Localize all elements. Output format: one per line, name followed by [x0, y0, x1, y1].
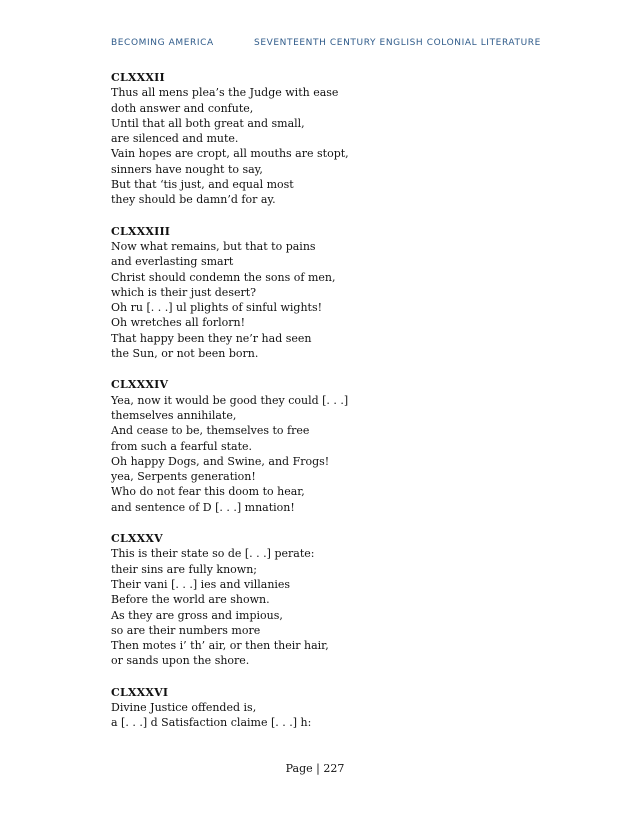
page-number: 227 — [323, 762, 345, 775]
page-label: Page — [285, 762, 313, 775]
verse-line: Then motes i’ th’ air, or then their hair, — [111, 639, 329, 653]
verse-line: are silenced and mute. — [111, 132, 239, 146]
verse-line: But that ‘tis just, and equal most — [111, 178, 294, 192]
verse-line: Before the world are shown. — [111, 593, 270, 607]
verse-line: Thus all mens plea’s the Judge with ease — [111, 86, 339, 100]
verse-line: sinners have nought to say, — [111, 162, 263, 176]
stanza — [111, 531, 531, 669]
verse-line: themselves annihilate, — [111, 408, 237, 422]
stanza-number: CLXXXVI — [111, 685, 169, 699]
verse-line: That happy been they ne’r had seen — [111, 331, 312, 345]
verse-line: Yea, now it would be good they could [. . .] — [111, 393, 349, 407]
stanza-number: CLXXXII — [111, 71, 165, 84]
stanza — [111, 224, 531, 362]
verse-line: As they are gross and impious, — [111, 608, 283, 622]
header-book-title: BECOMING AMERICA — [111, 38, 214, 48]
verse-line: Now what remains, but that to pains — [111, 239, 316, 253]
verse-line: they should be damn’d for ay. — [111, 193, 276, 207]
verse-line: Christ should condemn the sons of men, — [111, 270, 336, 284]
verse-line: so are their numbers more — [111, 623, 261, 637]
verse-line: This is their state so de [. . .] perate: — [111, 547, 315, 561]
running-header — [111, 38, 541, 48]
verse-line: Vain hopes are cropt, all mouths are stopt, — [111, 147, 349, 161]
verse-line: Who do not fear this doom to hear, — [111, 485, 305, 499]
verse-line: from such a fearful state. — [111, 439, 253, 453]
stanza — [111, 377, 531, 515]
verse-line: Oh wretches all forlorn! — [111, 316, 246, 330]
verse-line: or sands upon the shore. — [111, 654, 250, 668]
verse-line: And cease to be, themselves to free — [111, 424, 310, 438]
verse-line: and everlasting smart — [111, 255, 234, 269]
verse-line: and sentence of D [. . .] mnation! — [111, 500, 295, 514]
verse-line: a [. . .] d Satisfaction claime [. . .] h: — [111, 716, 312, 730]
verse-line: Their vani [. . .] ies and villanies — [111, 577, 291, 591]
stanza — [111, 685, 531, 731]
verse-line: which is their just desert? — [111, 285, 257, 299]
verse-line: Oh happy Dogs, and Swine, and Frogs! — [111, 454, 330, 468]
page-separator: | — [316, 762, 320, 775]
verse-line: their sins are fully known; — [111, 562, 257, 576]
verse-line: Divine Justice offended is, — [111, 700, 257, 714]
stanza-number: CLXXXIII — [111, 224, 171, 238]
header-section-title: SEVENTEENTH CENTURY ENGLISH COLONIAL LITERATURE — [254, 38, 541, 48]
stanza — [111, 70, 531, 208]
verse-line: Oh ru [. . .] ul plights of sinful wights! — [111, 301, 323, 315]
page-footer — [0, 762, 630, 775]
verse-line: the Sun, or not been born. — [111, 347, 259, 361]
stanza-number: CLXXXIV — [111, 378, 169, 392]
stanza-number: CLXXXV — [111, 532, 163, 546]
verse-line: Until that all both great and small, — [111, 116, 305, 130]
verse-line: yea, Serpents generation! — [111, 470, 256, 484]
verse-line: doth answer and confute, — [111, 101, 254, 115]
poem-body — [111, 70, 531, 747]
